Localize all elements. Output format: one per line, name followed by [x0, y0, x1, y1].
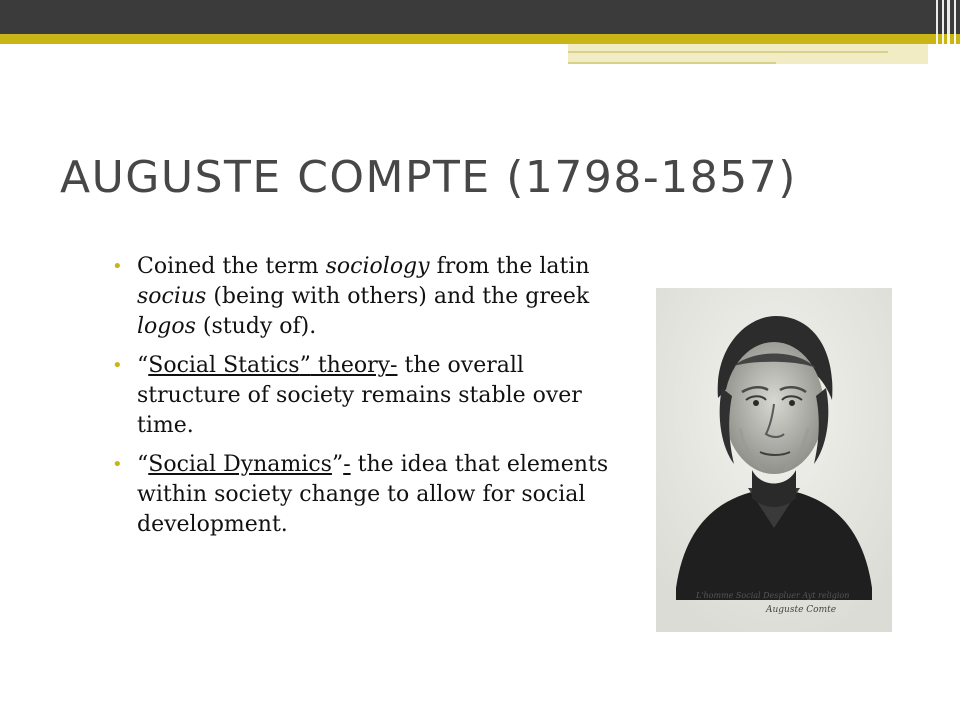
term-underlined: Social Dynamics — [148, 452, 332, 477]
accent-line — [568, 51, 888, 53]
bullet-item — [112, 450, 632, 540]
bullet-icon: • — [112, 256, 123, 277]
term-underlined: theory- — [310, 353, 398, 378]
bullet-icon: • — [112, 454, 123, 475]
bullet-text: from the latin — [429, 254, 590, 279]
slide-title: AUGUSTE COMPTE (1798-1857) — [60, 152, 797, 203]
quote-mark: ” — [331, 452, 344, 477]
bullet-text: the overall structure of society remains stable over time. — [137, 353, 582, 438]
portrait-inscription: L'homme Social Despluer Ayt religion — [696, 591, 850, 600]
portrait-image — [656, 288, 892, 632]
quote-mark: “ — [137, 452, 149, 477]
accent-box — [568, 44, 928, 64]
top-dark-bar — [0, 0, 960, 34]
bullet-text: (being with others) and the greek — [206, 284, 590, 309]
term-underlined: Social Statics — [148, 353, 300, 378]
bullet-item — [112, 351, 632, 441]
bullet-emphasis: sociology — [325, 254, 430, 279]
bullet-text: the idea that elements within society change to allow for social development. — [137, 452, 609, 537]
gold-accent-bar — [0, 34, 960, 44]
bullet-list — [112, 252, 632, 549]
bullet-text: (study of). — [195, 314, 317, 339]
accent-line — [568, 62, 776, 64]
portrait-signature: Auguste Comte — [766, 605, 837, 615]
quote-mark: ” — [299, 353, 311, 378]
bullet-emphasis: logos — [137, 314, 196, 339]
quote-mark: “ — [137, 353, 149, 378]
bullet-icon: • — [112, 355, 123, 376]
bullet-item — [112, 252, 632, 342]
bullet-text: Coined the term — [137, 254, 326, 279]
portrait-drawing — [656, 288, 892, 632]
bullet-emphasis: socius — [137, 284, 207, 309]
decorative-stripes — [930, 0, 960, 64]
term-underlined: - — [343, 452, 351, 477]
